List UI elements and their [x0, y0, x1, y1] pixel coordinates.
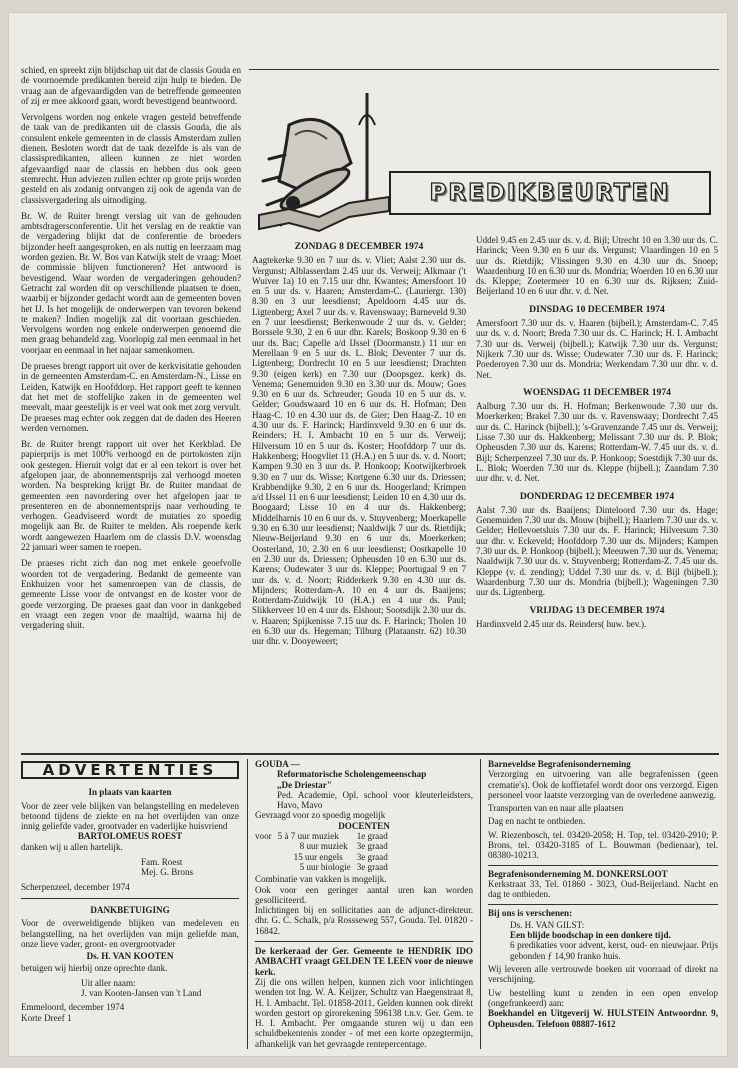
- preaching-column-1: [252, 238, 466, 748]
- table-cell: [255, 841, 278, 851]
- ad-name: Ds. H. VAN KOOTEN: [86, 951, 174, 962]
- ad-signature: Fam. Roest: [141, 857, 183, 868]
- ads-middle-column: [255, 759, 473, 1051]
- publisher-address: Boekhandel en Uitgeverij W. HULSTEIN Antwoordnr. 9, Opheusden. Telefoon 08887-1612: [488, 1008, 718, 1029]
- ad-body: Verzorging en uitvoering van alle begrafenissen (geen crematie's). Ook de koffietafel wordt door ons verzorgd. Eigen personeel voor laatste verzorging van de overledene aanwezig.: [488, 769, 718, 800]
- table-cell: 1e graad: [356, 831, 388, 842]
- table-cell: 5 à 7 uur muziek: [277, 831, 339, 842]
- ad-title: In plaats van kaarten: [88, 787, 172, 798]
- ad-thanks: danken wij u allen hartelijk.: [21, 841, 123, 852]
- ad-body: Voor de overweldigende blijken van medeleven en belangstelling, na het overlijden van mijn geliefde man, onze lieve vader, groot- en overgrootvader: [21, 918, 239, 949]
- banner-title-box: [389, 171, 711, 215]
- day-heading: VRIJDAG 13 DECEMBER 1974: [529, 604, 665, 616]
- ad-title: De kerkeraad der Ger. Gemeente te HENDRIK IDO AMBACHT vraagt GELDEN TE LEEN voor de nieuwe kerk.: [255, 946, 473, 977]
- ad-name: BARTOLOMEUS ROEST: [77, 831, 183, 842]
- preaching-schedule-text: Aalburg 7.30 uur ds. H. Hofman; Berkenwoude 7.30 uur ds. Moerkerken; Brakel 7.30 uur ds. v. Ravenswaay; Dordrecht 7.45 uur ds. C. Harinck (bijbell.); 's-Gravenzande 7.45 uur ds. Verweij; Lisse 7.30 uur ds. Hakkenberg; Melissant 7.30 uur ds. P. Blok; Opheusden 7.30 uur ds. Karens; Rotterdam-W. 7.45 uur ds. v. d. Bijl; Scherpenzeel 7.30 uur ds. P. Honkoop; Soestdijk 7.30 uur ds. L. Blok; Woerden 7.30 uur ds. Kleppe (bijbell.); Zaandam 7.30 uur dhr. v. d. Net.: [476, 401, 718, 484]
- table-row: [255, 841, 394, 851]
- table-cell: voor: [255, 831, 272, 842]
- book-description: 6 predikaties voor advent, kerst, oud- en nieuwjaar. Prijs gebonden ƒ 14,90 franko huis.: [510, 940, 718, 961]
- ad-separator: [255, 941, 473, 942]
- preaching-schedule-text: Hardinxveld 2.45 uur ds. Reinders( huw. bev.).: [476, 618, 647, 629]
- table-row: [255, 852, 394, 862]
- vacancy-table: [255, 831, 394, 872]
- ads-divider-right: [480, 759, 481, 1049]
- table-cell: [255, 852, 278, 862]
- ads-top-rule: [21, 753, 719, 755]
- vacancy-request: Gevraagd voor zo spoedig mogelijk: [255, 810, 386, 821]
- article-paragraph: schied, en spreekt zijn blijdschap uit dat de classis Gouda en de voornoemde predikanten bereid zijn hulp te bieden. De vraag aan de afgevaardigden van de betreffende gemeenten of zij er mee akkoord gaan, wordt bevestigend beantwoord.: [21, 65, 241, 106]
- ad-signature: Uit aller naam:: [81, 977, 136, 988]
- day-heading: DINSDAG 10 DECEMBER 1974: [529, 303, 665, 315]
- ad-body: Transporten van en naar alle plaatsen: [488, 803, 624, 814]
- article-paragraph: Br. de Ruiter brengt rapport uit over het Kerkblad. De papierprijs is met 100% verhoogd en de portokosten zijn ook gestegen. Hieruit volgt dat er al een tekort is over het afgelopen jaar, de abonnementsprijs zal verhoogd moeten worden. Na bespreking krijgt Br. de Ruiter mandaat de gemeenten een navordering over het afgelopen jaar te presenteren en de abonnementsprijs naar verhouding te verhogen. Geadviseerd wordt de mutaties zo spoedig mogelijk aan Br. de Ruiter te melden. Als roepende kerk wordt aangewezen Haarlem om de classis D.V. woensdag 22 januari weer samen te roepen.: [21, 439, 241, 553]
- ad-separator: [21, 898, 239, 899]
- book-author: Ds. H. VAN GILST:: [510, 919, 585, 930]
- day-heading: ZONDAG 8 DECEMBER 1974: [294, 241, 424, 252]
- day-heading: DONDERDAG 12 DECEMBER 1974: [519, 490, 675, 502]
- ads-divider-left: [247, 759, 248, 1049]
- school-name: „De Driestar": [277, 779, 332, 790]
- ads-right-column: [488, 759, 718, 1051]
- ad-title: Barneveldse Begrafenisonderneming: [488, 759, 631, 769]
- school-name: Reformatorische Scholengemeenschap: [277, 769, 427, 780]
- church-bell-icon: [249, 85, 399, 235]
- vacancy-title: DOCENTEN: [338, 820, 390, 831]
- table-cell: 5 uur biologie: [299, 861, 351, 872]
- ad-body: Wij leveren alle vertrouwde boeken uit voorraad of direkt na verschijning.: [488, 964, 718, 985]
- ad-body: Zij die ons willen helpen, kunnen zich voor inlichtingen wenden tot Ing. W. A. Keijzer, Schultz van Haegenstraat 8, H. I. Ambacht. Tel. 01858-2011. Gelden kunnen ook direkt worden gestort op girorekening 596138 t.n.v. Ger. Gem. te H. I. Ambacht. Per omgaande sturen wij u dan een schuldbekentenis zonder - of met een korte opzegtermijn, afhankelijk van het gevraagde rentepercentage.: [255, 976, 473, 1049]
- book-title: Een blijde boodschap in een donkere tijd.: [510, 930, 671, 941]
- table-cell: 8 uur muziek: [299, 841, 348, 852]
- predikbeurten-banner: [249, 85, 717, 235]
- ad-place: Emmeloord, december 1974: [21, 1002, 125, 1013]
- ad-address: Korte Dreef 1: [21, 1012, 72, 1023]
- table-row: [255, 831, 394, 841]
- day-heading: WOENSDAG 11 DECEMBER 1974: [523, 386, 671, 398]
- ad-city: GOUDA —: [255, 759, 300, 769]
- ad-signature: Mej. G. Brons: [141, 867, 194, 878]
- ad-body: Inlichtingen bij en sollicitaties aan de adjunct-direkteur. dhr. G. C. Schalk, p/a Rossseweg 557, Gouda. Tel. 01820 - 16842.: [255, 905, 473, 936]
- preaching-schedule-text: Uddel 9.45 en 2.45 uur ds. v. d. Bijl; Utrecht 10 en 3.30 uur ds. C. Harinck; Veen 9.30 en 6 uur ds. Vergunst; Vlaardingen 10 en 5 uur ds. Rietdijk; Vlissingen 9.30 en 4.30 uur ds. Snoep; Waardenburg 10 en 6.30 uur ds. Mondria; Woerden 10 en 6.30 uur ds. Kleppe; Zoetermeer 10 en 6.30 uur ds. Rijksen; Zuid-Beijerland 10 en 6 uur dhr. v. d. Net.: [476, 235, 718, 297]
- ad-body: Voor de zeer vele blijken van belangstelling en medeleven betoond tijdens de ziekte en na het overlijden van onze innig geliefde vader, grootvader en vaderlijke huisvriend: [21, 800, 239, 832]
- table-cell: 3e graad: [356, 851, 388, 862]
- article-paragraph: De praeses richt zich dan nog met enkele geoefvolle woorden tot de vergadering. Bedankt de gemeente van Enkhuizen voor het samenroepen van de classis, de gemeente Lisse voor de ontvangst en de koster voor de goede verzorging. De praeses gaat dan voor in dankgebed en vraagt een zegen voor de maaltijd, waarna hij de vergadering sluit.: [21, 558, 241, 631]
- newspaper-page: [8, 12, 728, 1057]
- top-rule: [249, 69, 719, 70]
- preaching-schedule-text: Aagtekerke 9.30 en 7 uur ds. v. Vliet; Aalst 2.30 uur ds. Vergunst; Alblasserdam 2.45 uur ds. Verweij; Alkmaar ('t Wuiver 1a) 10 en 7.15 uur dhr. Kwantes; Amersfoort 10 en 5 uur ds. v. Haaren; Amsterdam-C. (Lauriergr. 130) 8.30 en 3 uur leesdienst; Apeldoorn 4.45 uur ds. Ligtenberg; Axel 7 uur ds. v. Ravenswaay; Barneveld 9.30 en 7 uur leesdienst; Berkenwoude 2 uur ds. v. Gelder; Borssele 9.30, 2 en 6 uur dhr. Karels; Boskoop 9.30 en 6 uur ds. Bac; Capelle a/d IJssel (Doormanstr.) 11 uur en Merellaan 9 en 5 uur ds. L. Blok; Deventer 7 uur ds. Ligtenberg; Dordrecht 10 en 5 uur leesdienst; Drachten 9.30 (eigen kerk) en 7.30 uur (Doopsgez. kerk) ds. Venema; Genemuiden 9.30 en 3.30 uur ds. Mouw; Goes 9.30 en 6 uur ds. Schreuder; Gouda 10 en 5 uur ds. v. Gelder; Goudswaard 10 en 6 uur ds. H. Hofman; Den Haag-C. 10 en 4.30 uur ds. de Gier; Den Haag-Z. 10 en 4.30 uur ds. F. Harinck; Hardinxveld 9.30 en 6 uur ds. Reinders; H. I. Ambacht 10 en 5 uur ds. Verweij; Hilversum 10 en 5 uur ds. Koster; Hoofddorp 7 uur ds. Hakkenberg; Hoogvliet 11 (H.A.) en 5 uur ds. v. d. Noort; Kampen 9.30 en 3 uur ds. P. Honkoop; Kootwijkerbroek 9.30 en 7 uur ds. Wisse; Kortgene 6.30 uur ds. Driessen; Krabbendijke 9.30, 2 en 6 uur ds. Hoogerland; Krimpen a/d IJssel 11 en 6 uur leesdienst; Leiden 10 en 4.30 uur ds. Boogaard; Lisse 10 en 4 uur ds. Hakkenberg; Middelharnis 10 en 6 uur ds. v. Stuyvenberg; Moerkapelle 9.30 en 6.30 uur leesdienst; Naaldwijk 7 uur ds. Rietdijk; Nieuw-Beijerland 9.30 en 6 uur ds. Moerkerken; Oosterland, 10, 2.30 en 6 uur leesdienst; Oostkapelle 10 en 2.30 uur ds. Driessen; Opheusden 10 en 6.30 uur ds. Karens; Oudewater 3 uur ds. Kleppe; Poortugaal 9 en 7 uur ds. v. d. Noort; Ridderkerk 9.30 en 4.30 uur ds. Mijnders; Rotterdam-A. 10 en 4 uur ds. Baaijens; Rotterdam-Zuidwijk 10 (H.A.) en 4 uur ds. Paul; Slikkerveer 10 en 4 uur ds. Elshout; Sootsdijk 2.30 uur ds. v. Haaren; Spijkenisse 7.15 uur ds. F. Harinck; Tholen 10 en 6.30 uur ds. Hegeman; Tilburg (Plataanstr. 62) 10.30 uur dhr. v. Dooyeweert;: [252, 255, 466, 647]
- ad-body: W. Riezenbosch, tel. 03420-2058; H. Top, tel. 03420-2910; P. Brons, tel. 03420-3185 of L. Bouwman (bedienaar), tel. 08380-10213.: [488, 829, 718, 861]
- ad-body: Ook voor een geringer aantal uren kan worden gesolliciteerd.: [255, 884, 473, 905]
- ad-thanks: betuigen wij hierbij onze oprechte dank.: [21, 963, 168, 974]
- ad-body: Dag en nacht te ontbieden.: [488, 816, 586, 827]
- ad-title: DANKBETUIGING: [90, 904, 170, 915]
- article-paragraph: Vervolgens worden nog enkele vragen gesteld betreffende de taak van de predikanten uit de classis Gouda, die als consulent enkele gemeenten in de classis Amsterdam zullen dienen. Besloten wordt dat de taak dezelfde is als van de classispredikanten, alleen kunnen ze niet worden afgevaardigd naar de classis en hebben dus ook geen stemrecht. Hun adviezen zullen echter op grote prijs worden gesteld en als zodanig ontvangen zij ook de agenda van de classisvergadering als uitnodiging.: [21, 112, 241, 205]
- ads-left-column: [21, 761, 239, 1051]
- ad-place: Scherpenzeel, december 1974: [21, 881, 130, 892]
- ad-body: Uw bestelling kunt u zenden in een open envelop (ongefrankeerd) aan:: [488, 987, 718, 1008]
- ad-body: Combinatie van vakken is mogelijk.: [255, 874, 387, 885]
- ad-signature: J. van Kooten-Jansen van 't Land: [81, 988, 202, 999]
- preaching-column-2: [476, 235, 718, 705]
- article-paragraph: De praeses brengt rapport uit over de kerkvisitatie gehouden in de gemeenten Amsterdam-C. en Amsterdam-N., Lisse en Leiden, Katwijk en Hoofddorp. Het rapport geeft te kennen dat het met de stoffelijke zaken in de gemeenten wel meevalt, maar geestelijk is er veel wat ook met zorg vervult. De praeses mag echter ook zeggen dat de daden des Heeren werden vernomen.: [21, 361, 241, 433]
- table-cell: 3e graad: [356, 841, 388, 852]
- ad-body: Kerkstraat 33, Tel. 01860 - 3023, Oud-Beijerland. Nacht en dag te ontbieden.: [488, 878, 718, 900]
- ad-title: Begrafenisonderneming M. DONKERSLOOT: [488, 865, 718, 879]
- article-paragraph: Br. W. de Ruiter brengt verslag uit van de gehouden ambtsdragersconferentie. Uit het verslag en de reaktie van de vergadering blijkt dat de conferentie de broeders bijzonder heeft aangesproken, en als nuttig en leerzaam mag worden gezien. Br. W. Bos van Katwijk stelt de vraag: Moet de commissie blijven functioneren? Het antwoord is bevestigend. Waar worden de vergaderingen gehouden? Getracht zal worden dit op verschillende plaatsen te doen, waarbij er bijzonder gedacht wordt aan de gemeenten boven het IJ. Is het mogelijk de onderwerpen van tevoren bekend te maken? Indien mogelijk zal dit voortaan geschieden. Vervolgens worden nog enkele onderwerpen genoemd die men graag behandeld zag. Voorlopig zal men eenmaal in het voorjaar en eenmaal in het najaar samenkomen.: [21, 210, 241, 355]
- article-column: [21, 65, 241, 748]
- school-description: Ped. Academie, Opl. school voor kleuterleidsters, Havo, Mavo: [277, 789, 473, 811]
- ad-title: Bij ons is verschenen:: [488, 904, 718, 918]
- advertenties-header: ADVERTENTIES: [21, 761, 239, 779]
- table-cell: [255, 862, 278, 872]
- preaching-schedule-text: Aalst 7.30 uur ds. Baaijens; Dinteloord 7.30 uur ds. Hage; Genemuiden 7.30 uur ds. Mouw (bijbell.); Haarlem 7.30 uur ds. v. Gelder; Hellevoetsluis 7.30 uur ds. F. Harinck; Hilversum 7.30 uur dhr. v. Eckeveld; Hoofddorp 7.30 uur ds. Mijnders; Kampen 7.30 uur ds. P. Honkoop (bijbell.); Meeuwen 7.30 uur ds. Venema; Naaldwijk 7.30 uur ds. v. Stuyvenberg; Rotterdam-Z. 7.45 uur ds. Kleppe (v. d. zending); Uddel 7.30 uur ds. v. d. Bijl (bijbell.); Waardenburg 7.30 uur ds. Mondria (bijbell.); Wageningen 7.30 uur ds. Ligtenberg.: [476, 504, 718, 598]
- preaching-schedule-text: Amersfoort 7.30 uur ds. v. Haaren (bijbell.); Amsterdam-C. 7.45 uur ds. v. d. Noort; Breda 7.30 uur ds. C. Harinck; H. I. Ambacht 7.30 uur ds. Verweij (bijbell.); Katwijk 7.30 uur ds. Vergunst; Nijkerk 7.30 uur ds. Wisse; Oudewater 7.30 uur ds. F. Harinck; Poederoyen 7.30 uur ds. Mondria; Werkendam 7.30 uur dhr. v. d. Net.: [476, 318, 718, 380]
- table-row: [255, 862, 394, 872]
- table-cell: 15 uur engels: [293, 851, 343, 862]
- banner-title: PREDIKBEURTEN: [429, 180, 671, 206]
- table-cell: 3e graad: [356, 861, 388, 872]
